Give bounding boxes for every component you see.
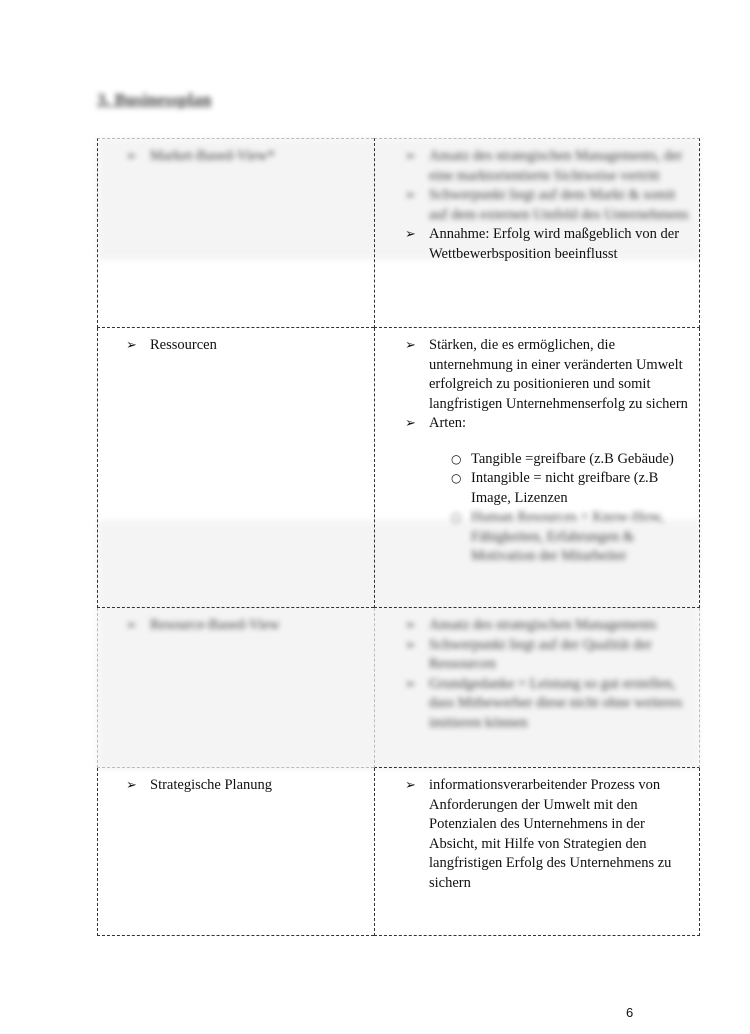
list-item: ➢ informationsverarbeitender Prozess von Anforderungen der Umwelt mit den Potenzialen des Unternehmens in der Absicht, mit Hilfe von Strategien den langfristigen Erfolg des Unternehmens zu sichern xyxy=(405,777,672,891)
circle-bullet-icon: ○ xyxy=(451,451,462,466)
sub-list-item: ○ Tangible =greifbare (z.B Gebäude) xyxy=(451,450,693,470)
table-row-strategische-planung xyxy=(97,768,700,936)
arrow-bullet-icon: ➢ xyxy=(405,227,416,242)
table-cell-right xyxy=(374,608,700,768)
arrow-bullet-icon: ➢ xyxy=(126,338,137,353)
table-row-market-based-view xyxy=(97,138,700,328)
table-cell-left xyxy=(97,328,374,608)
list-item: ➢ Ansatz des strategischen Managements, der eine marktorientierte Sichtweise vertritt xyxy=(405,148,683,184)
list-item: ➢ Schwerpunkt liegt auf dem Markt & somit auf dem externen Umfeld des Unternehmens xyxy=(405,187,689,223)
list-item: ➢ Resource-Based-View xyxy=(126,616,374,636)
arrow-bullet-icon: ➢ xyxy=(405,338,416,353)
list-item: ➢ Ansatz des strategischen Managements xyxy=(405,616,693,636)
arrow-bullet-icon: ➢ xyxy=(126,778,137,793)
table-cell-right xyxy=(374,328,700,608)
table-row-ressourcen xyxy=(97,328,700,608)
table-cell-left xyxy=(97,768,374,936)
list-item: ➢ Grundgedanke = Leistung so gut erstellen, dass Mitbewerber diese nicht ohne weiteres imitieren können xyxy=(405,675,683,731)
list-item: ➢ Arten: xyxy=(405,414,693,434)
sub-list-item: ○ Intangible = nicht greifbare (z.B Image, Lizenzen xyxy=(451,470,659,506)
arrow-bullet-icon: ➢ xyxy=(405,778,416,793)
page-title: 3. Businessplan xyxy=(97,90,212,109)
list-item: ➢ Strategische Planung xyxy=(126,776,374,796)
arrow-bullet-icon: ➢ xyxy=(405,618,416,633)
list-item: ➢ Ressourcen xyxy=(126,336,374,356)
list-item: ➢ Annahme: Erfolg wird maßgeblich von der Wettbewerbsposition beeinflusst xyxy=(405,226,680,262)
sub-list xyxy=(405,450,693,567)
table-cell-left xyxy=(97,138,374,328)
arrow-bullet-icon: ➢ xyxy=(405,188,416,203)
arrow-bullet-icon: ➢ xyxy=(405,416,416,431)
list-item: ➢ Stärken, die es ermöglichen, die unternehmung in einer veränderten Umwelt erfolgreich zu positionieren und somit langfristigen Unternehmenserfolg zu sichern xyxy=(405,337,688,412)
arrow-bullet-icon: ➢ xyxy=(405,149,416,164)
table-row-resource-based-view xyxy=(97,608,700,768)
list-item: ➢ Schwerpunkt liegt auf der Qualität der Ressourcen xyxy=(405,636,652,672)
sub-list-item: ○ Human Resources = Know-How, Fähigkeiten, Erfahrungen & Motivation der Mitarbeiter xyxy=(451,509,664,564)
table-cell-right xyxy=(374,768,700,936)
arrow-bullet-icon: ➢ xyxy=(405,637,416,653)
circle-bullet-icon: ○ xyxy=(451,510,462,524)
table-cell-left xyxy=(97,608,374,768)
arrow-bullet-icon: ➢ xyxy=(405,676,416,692)
arrow-bullet-icon: ➢ xyxy=(126,618,137,633)
table-cell-right xyxy=(374,138,700,328)
circle-bullet-icon: ○ xyxy=(451,471,462,485)
arrow-bullet-icon: ➢ xyxy=(126,149,137,164)
page-number: 6 xyxy=(626,1005,634,1020)
list-item: ➢ Market-Based-View* xyxy=(126,147,374,167)
content-table xyxy=(97,138,700,936)
